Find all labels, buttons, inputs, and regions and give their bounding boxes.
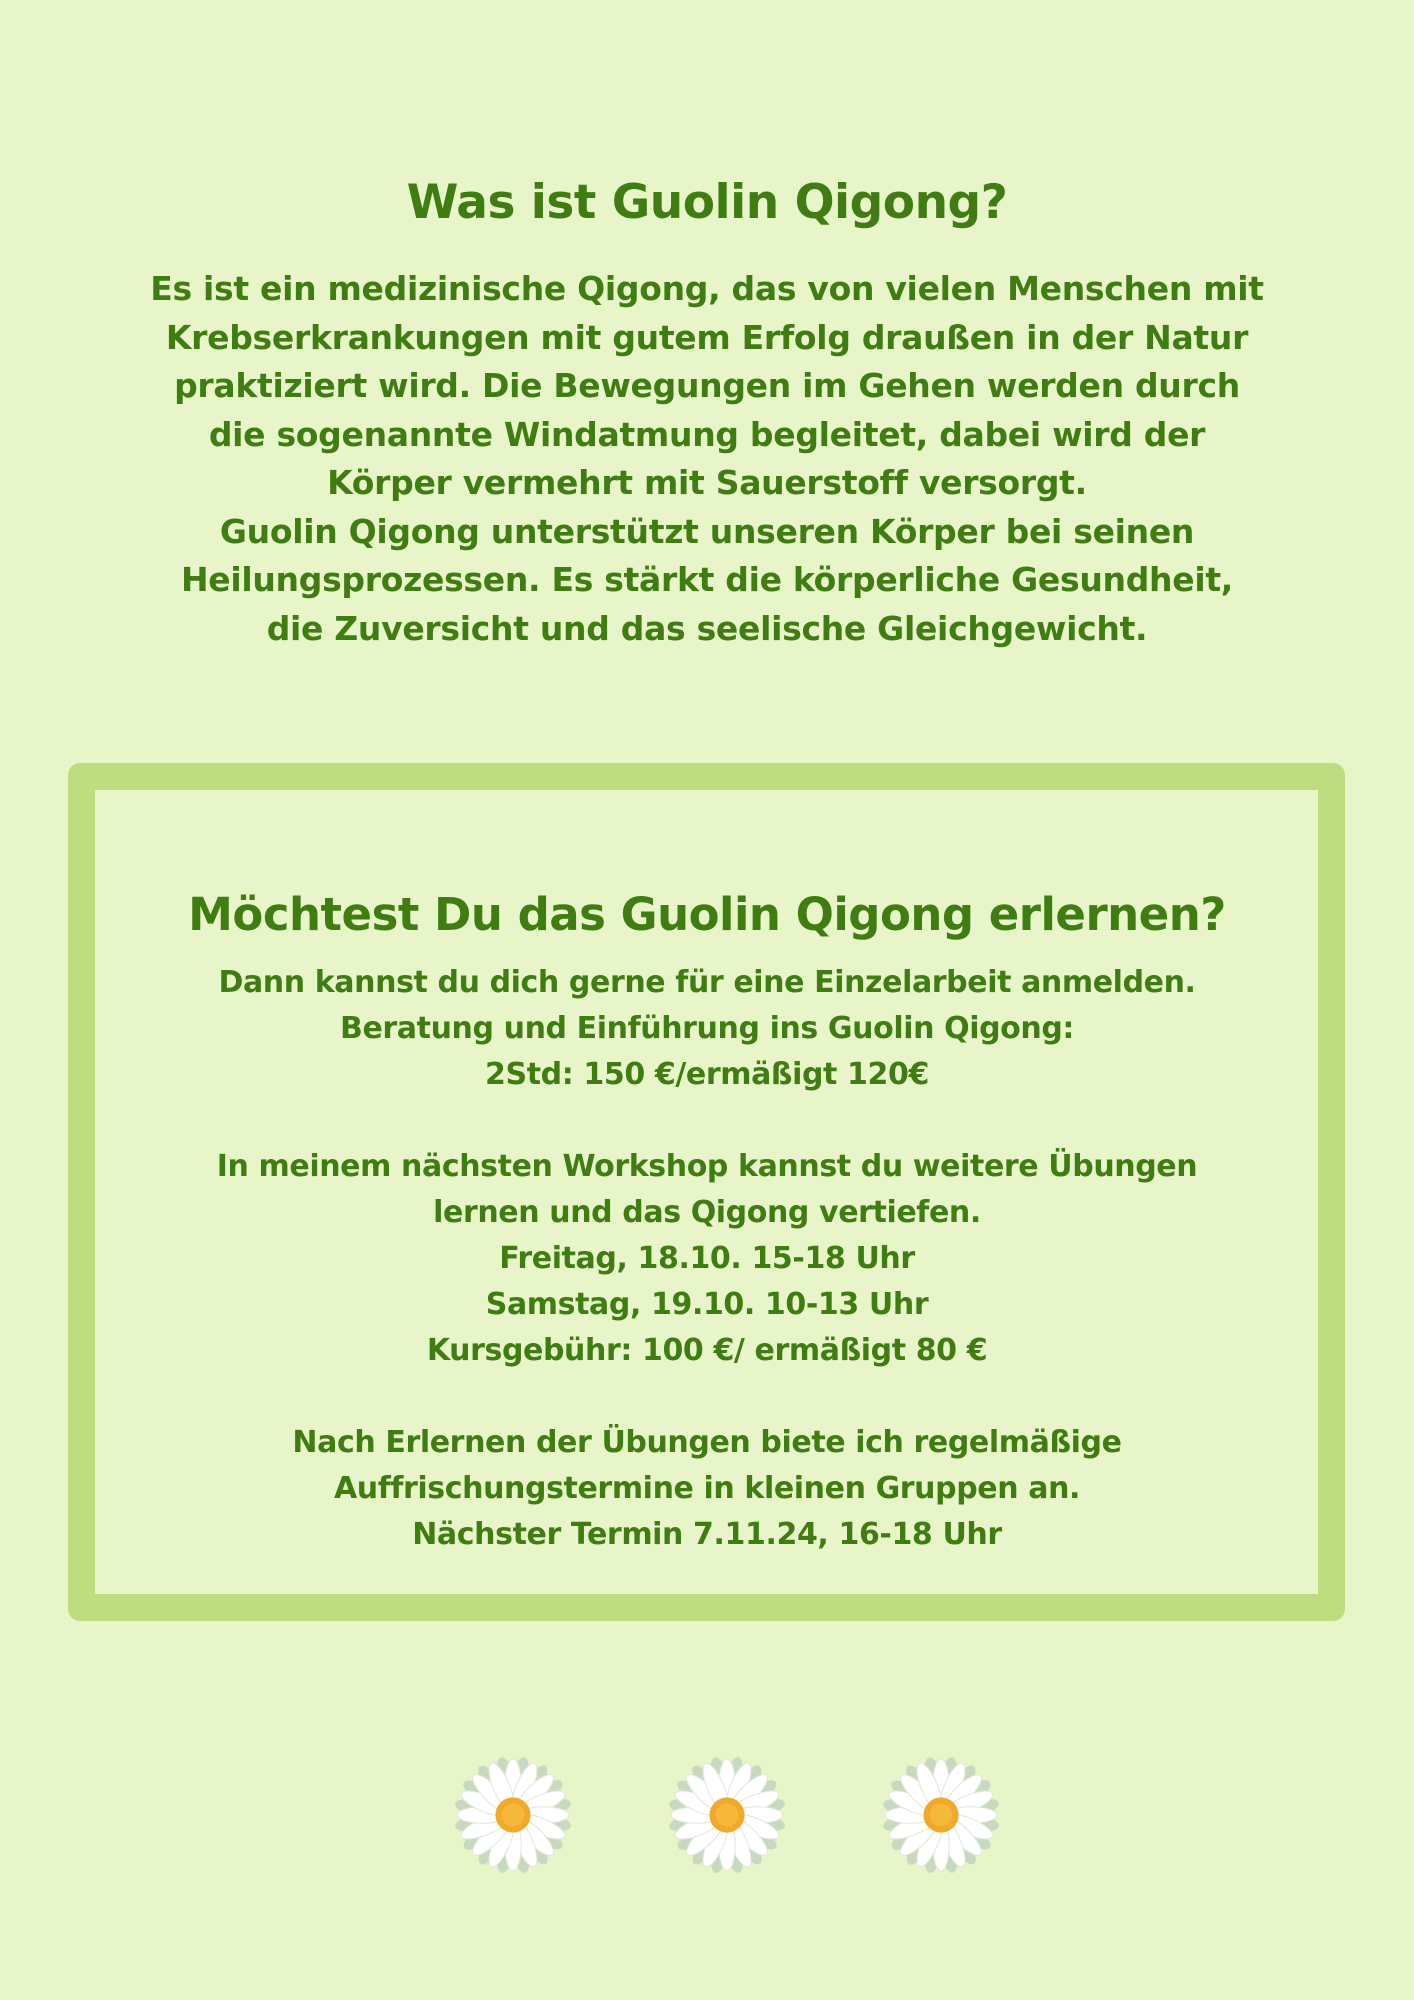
daisy-icon: [665, 1753, 789, 1877]
intro-line: Guolin Qigong unterstützt unseren Körper bei seinen: [219, 511, 1195, 551]
date-line: Nächster Termin 7.11.24, 16-18 Uhr: [412, 1517, 1002, 1552]
intro-line: die sogenannte Windatmung begleitet, dabei wird der: [208, 414, 1206, 454]
refresher-info: [107, 1420, 1307, 1558]
spacer: [107, 1374, 1307, 1420]
intro-line: Körper vermehrt mit Sauerstoff versorgt.: [327, 463, 1087, 502]
info-line: In meinem nächsten Workshop kannst du weitere Übungen: [216, 1149, 1198, 1184]
workshop-info: [107, 1144, 1307, 1374]
price-line: Kursgebühr: 100 €/ ermäßigt 80 €: [426, 1333, 988, 1368]
page-title: Was ist Guolin Qigong?: [406, 175, 1008, 231]
price-line: 2Std: 150 €/ermäßigt 120€: [485, 1057, 929, 1092]
info-line: lernen und das Qigong vertiefen.: [433, 1195, 981, 1230]
single-session-info: [107, 960, 1307, 1098]
intro-line: Krebserkrankungen mit gutem Erfolg draußen in der Natur: [165, 317, 1249, 357]
course-details: [107, 960, 1307, 1558]
intro-paragraph: [107, 265, 1307, 653]
info-line: Nach Erlernen der Übungen biete ich regelmäßige: [292, 1425, 1122, 1460]
flower-decoration: [0, 1753, 1414, 1883]
info-line: Auffrischungstermine in kleinen Gruppen an.: [333, 1471, 1081, 1506]
intro-line: Heilungsprozessen. Es stärkt die körperliche Gesundheit,: [180, 560, 1234, 599]
spacer: [107, 1098, 1307, 1144]
date-line: Samstag, 19.10. 10-13 Uhr: [485, 1287, 929, 1322]
daisy-icon: [879, 1753, 1003, 1877]
date-line: Freitag, 18.10. 15-18 Uhr: [499, 1241, 915, 1276]
intro-line: die Zuversicht und das seelische Gleichgewicht.: [266, 608, 1148, 648]
intro-line: Es ist ein medizinische Qigong, das von vielen Menschen mit: [150, 269, 1264, 308]
course-heading: Möchtest Du das Guolin Qigong erlernen?: [188, 888, 1226, 942]
info-line: Beratung und Einführung ins Guolin Qigong:: [340, 1011, 1074, 1046]
intro-line: praktiziert wird. Die Bewegungen im Gehen werden durch: [174, 366, 1240, 405]
info-line: Dann kannst du dich gerne für eine Einzelarbeit anmelden.: [218, 965, 1196, 1000]
daisy-icon: [451, 1753, 575, 1877]
